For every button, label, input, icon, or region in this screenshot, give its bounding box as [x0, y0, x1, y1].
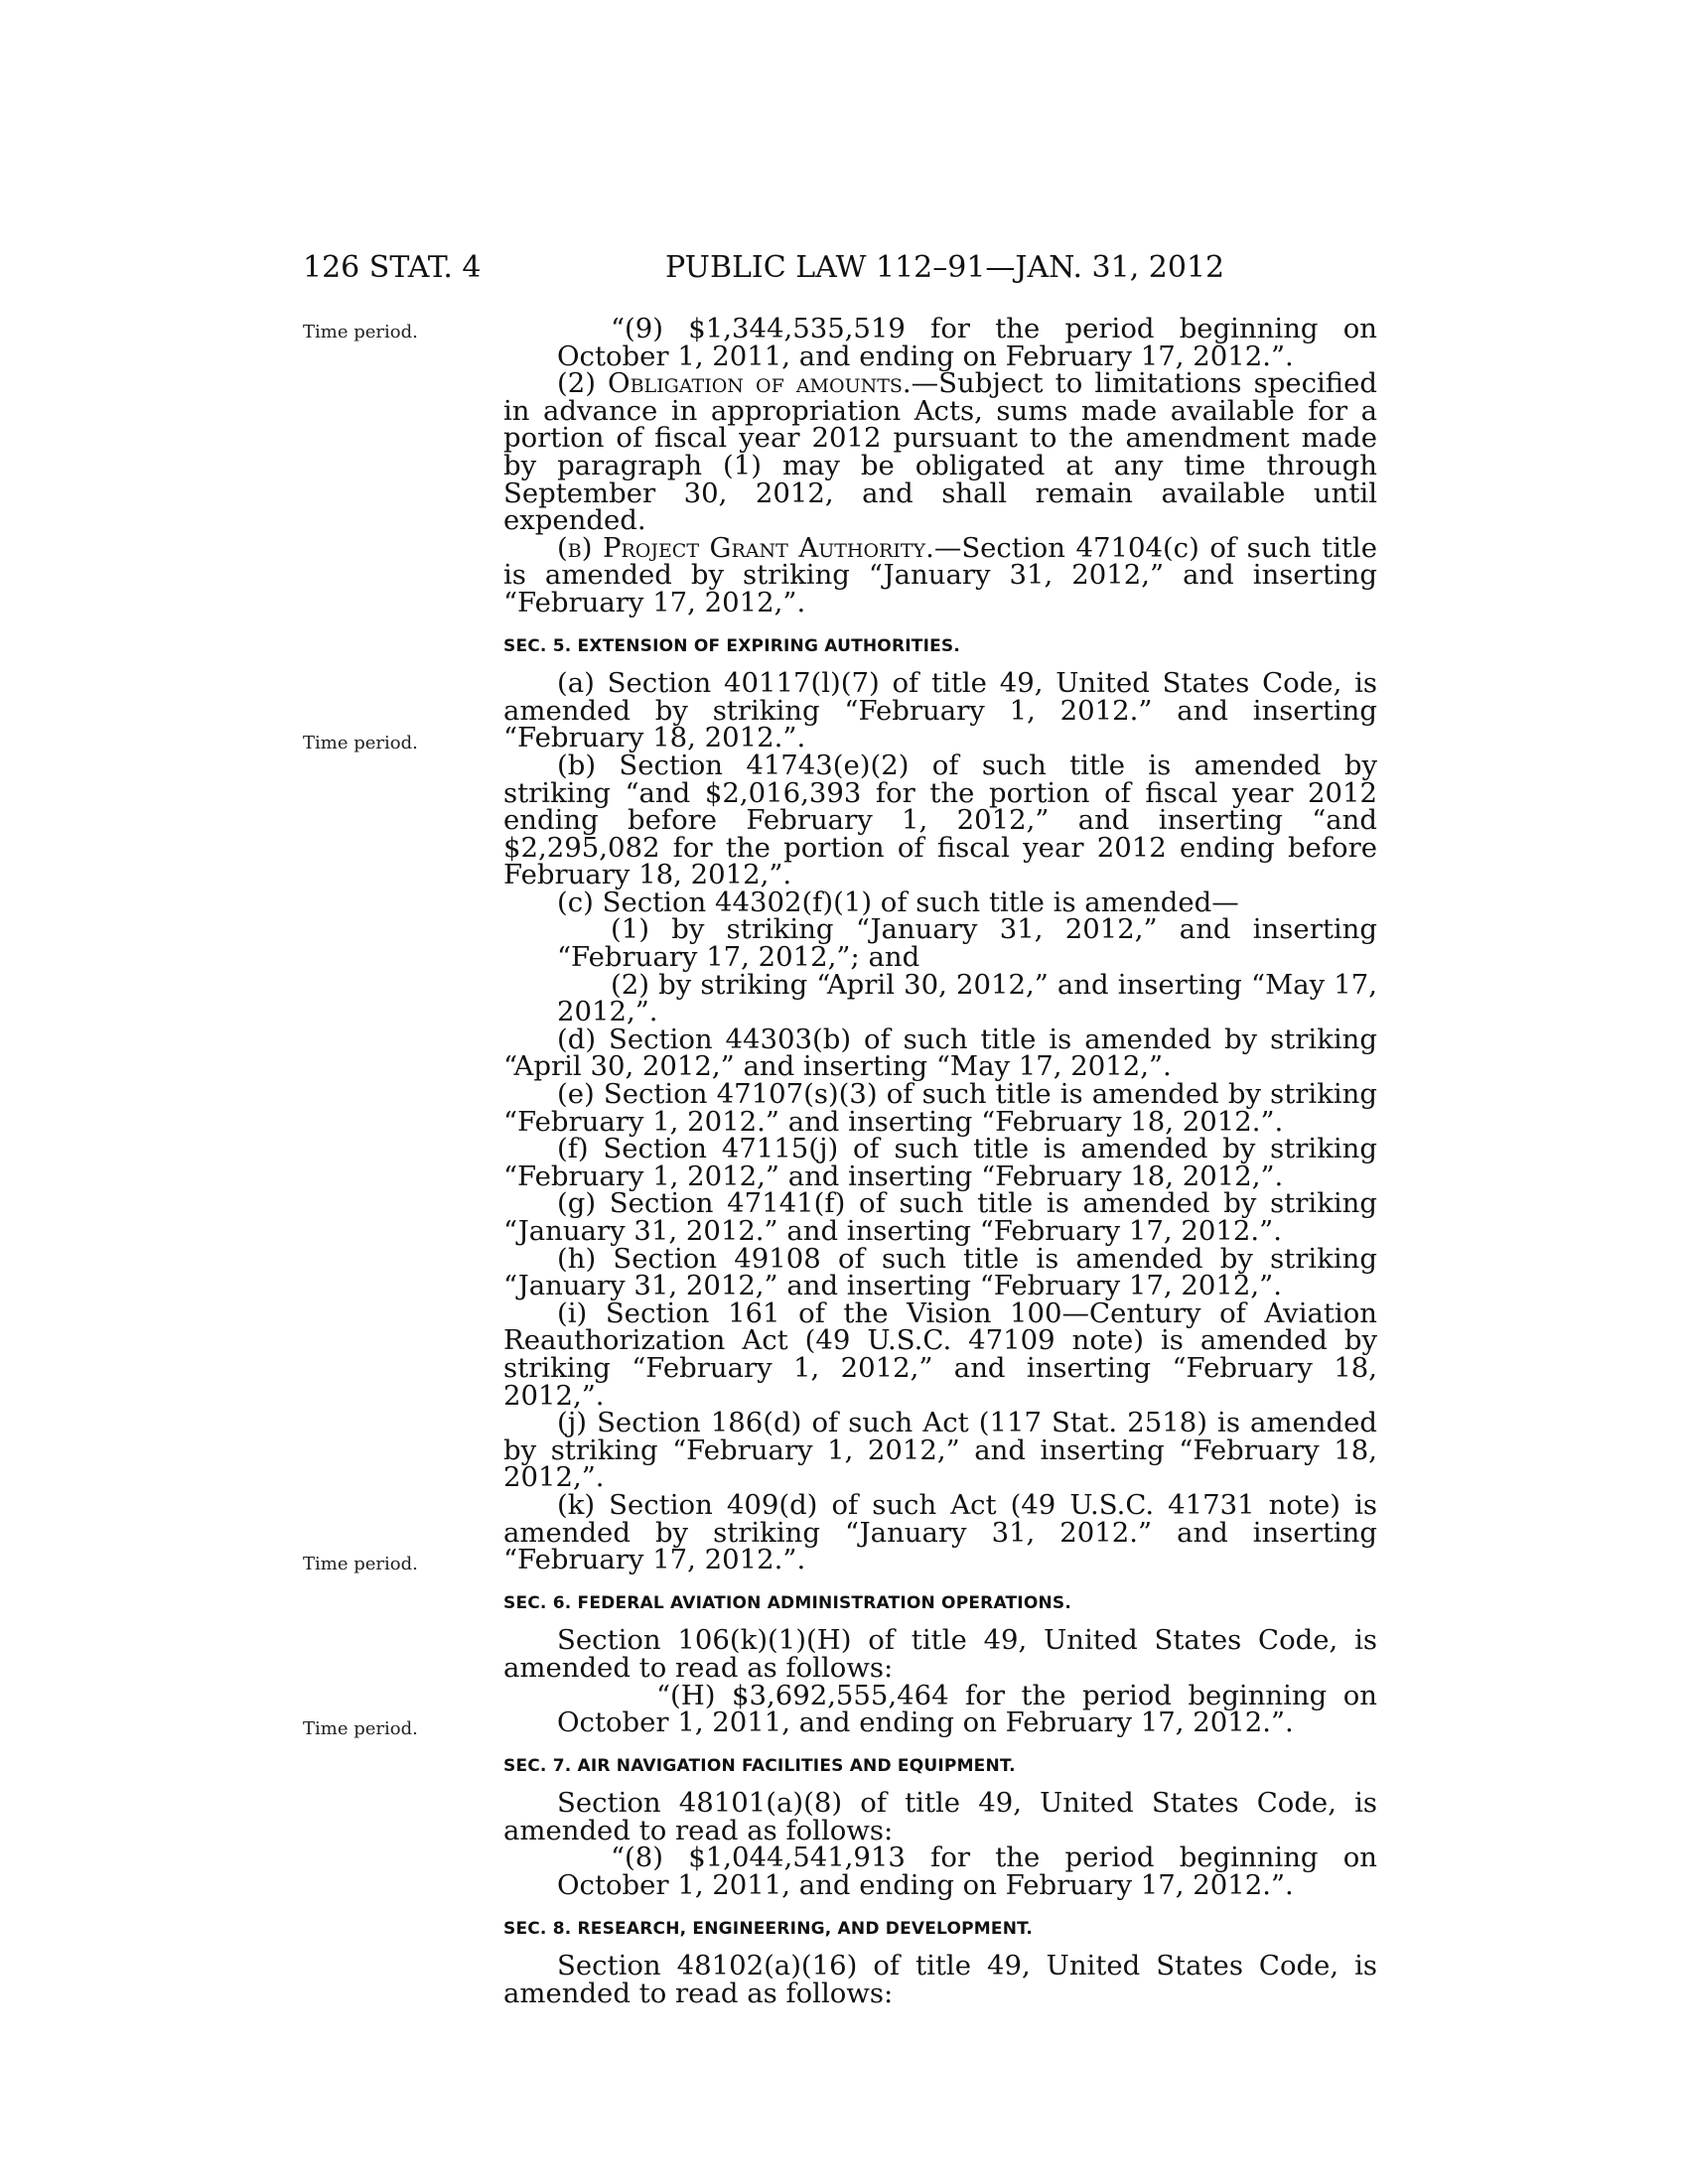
page-header: [303, 250, 1375, 290]
paragraph-5f: (f) Section 47115(j) of such title is amended by striking “February 1, 2012,” and inserting “February 18, 2012,”.: [503, 1133, 1377, 1192]
paragraph-5c-2: (2) by striking “April 30, 2012,” and inserting “May 17, 2012,”.: [557, 968, 1377, 1028]
paragraph-7-8: “(8) $1,044,541,913 for the period beginning on October 1, 2011, and ending on February 17, 2012.”.: [557, 1842, 1377, 1902]
paragraph-5k: (k) Section 409(d) of such Act (49 U.S.C. 41731 note) is amended by striking “January 31, 2012.” and inserting “February 17, 2012.”.: [503, 1488, 1377, 1576]
paragraph-7: Section 48101(a)(8) of title 49, United States Code, is amended to read as follows:: [503, 1787, 1377, 1846]
paragraph-8: Section 48102(a)(16) of title 49, United States Code, is amended to read as follows:: [503, 1950, 1377, 2009]
paragraph-5h: (h) Section 49108 of such title is amended by striking “January 31, 2012,” and inserting “February 17, 2012,”.: [503, 1242, 1377, 1302]
paragraph-9: “(9) $1,344,535,519 for the period beginning on October 1, 2011, and ending on February 17, 2012.”.: [557, 313, 1377, 372]
section-heading-6: SEC. 6. FEDERAL AVIATION ADMINISTRATION OPERATIONS.: [503, 1592, 1072, 1613]
paragraph-5c-1: (1) by striking “January 31, 2012,” and inserting “February 17, 2012,”; and: [557, 913, 1377, 974]
stat-page-number: 126 STAT. 4: [303, 250, 482, 285]
section-heading-5: SEC. 5. EXTENSION OF EXPIRING AUTHORITIES.: [503, 635, 961, 656]
paragraph-project-grant: [503, 531, 1377, 618]
section-heading-8: SEC. 8. RESEARCH, ENGINEERING, AND DEVELOPMENT.: [503, 1918, 1034, 1939]
paragraph-text: —Section 47104(c) of such title is amended by striking “January 31, 2012,” and inserting “February 17, 2012,”.: [503, 531, 1377, 618]
paragraph-5i: (i) Section 161 of the Vision 100—Century of Aviation Reauthorization Act (49 U.S.C. 47109 note) is amended by striking “February 1, 2012,” and inserting “February 18, 2012,”.: [503, 1297, 1377, 1412]
document-body: [503, 313, 1377, 2009]
running-head: PUBLIC LAW 112–91—JAN. 31, 2012: [665, 250, 1225, 285]
paragraph-5j: (j) Section 186(d) of such Act (117 Stat. 2518) is amended by striking “February 1, 2012,” and inserting “February 18, 2012,”.: [503, 1407, 1377, 1494]
paragraph-5d: (d) Section 44303(b) of such title is amended by striking “April 30, 2012,” and inserting “May 17, 2012,”.: [503, 1023, 1377, 1083]
paragraph-5e: (e) Section 47107(s)(3) of such title is amended by striking “February 1, 2012.” and inserting “February 18, 2012.”.: [503, 1078, 1377, 1138]
paragraph-6h: “(H) $3,692,555,464 for the period beginning on October 1, 2011, and ending on February 17, 2012.”.: [557, 1679, 1377, 1739]
paragraph-obligation: [503, 367, 1377, 537]
margin-note: Time period.: [303, 1718, 418, 1739]
paragraph-text: —Subject to limitations specified in advance in appropriation Acts, sums made available for a portion of fiscal year 2012 pursuant to the amendment made by paragraph (1) may be obligated at any time through September 30, 2012, and shall remain available until expended.: [503, 367, 1377, 537]
paragraph-heading: (2) Obligation of amounts.: [557, 367, 912, 400]
paragraph-5c: (c) Section 44302(f)(1) of such title is amended—: [557, 886, 1239, 918]
paragraph-heading: (b) Project Grant Authority.: [557, 531, 934, 564]
margin-note: Time period.: [303, 1554, 418, 1574]
paragraph-6: Section 106(k)(1)(H) of title 49, United States Code, is amended to read as follows:: [503, 1624, 1377, 1684]
margin-note: Time period.: [303, 733, 418, 753]
paragraph-5a: (a) Section 40117(l)(7) of title 49, United States Code, is amended by striking “February 1, 2012.” and inserting “February 18, 2012.”.: [503, 667, 1377, 754]
margin-note: Time period.: [303, 322, 418, 342]
paragraph-5g: (g) Section 47141(f) of such title is amended by striking “January 31, 2012.” and inserting “February 17, 2012.”.: [503, 1187, 1377, 1247]
section-heading-7: SEC. 7. AIR NAVIGATION FACILITIES AND EQUIPMENT.: [503, 1755, 1016, 1776]
paragraph-5b: (b) Section 41743(e)(2) of such title is amended by striking “and $2,016,393 for the portion of fiscal year 2012 ending before February 1, 2012,” and inserting “and $2,295,082 for the portion of fiscal year 2012 ending before February 18, 2012,”.: [503, 749, 1377, 891]
